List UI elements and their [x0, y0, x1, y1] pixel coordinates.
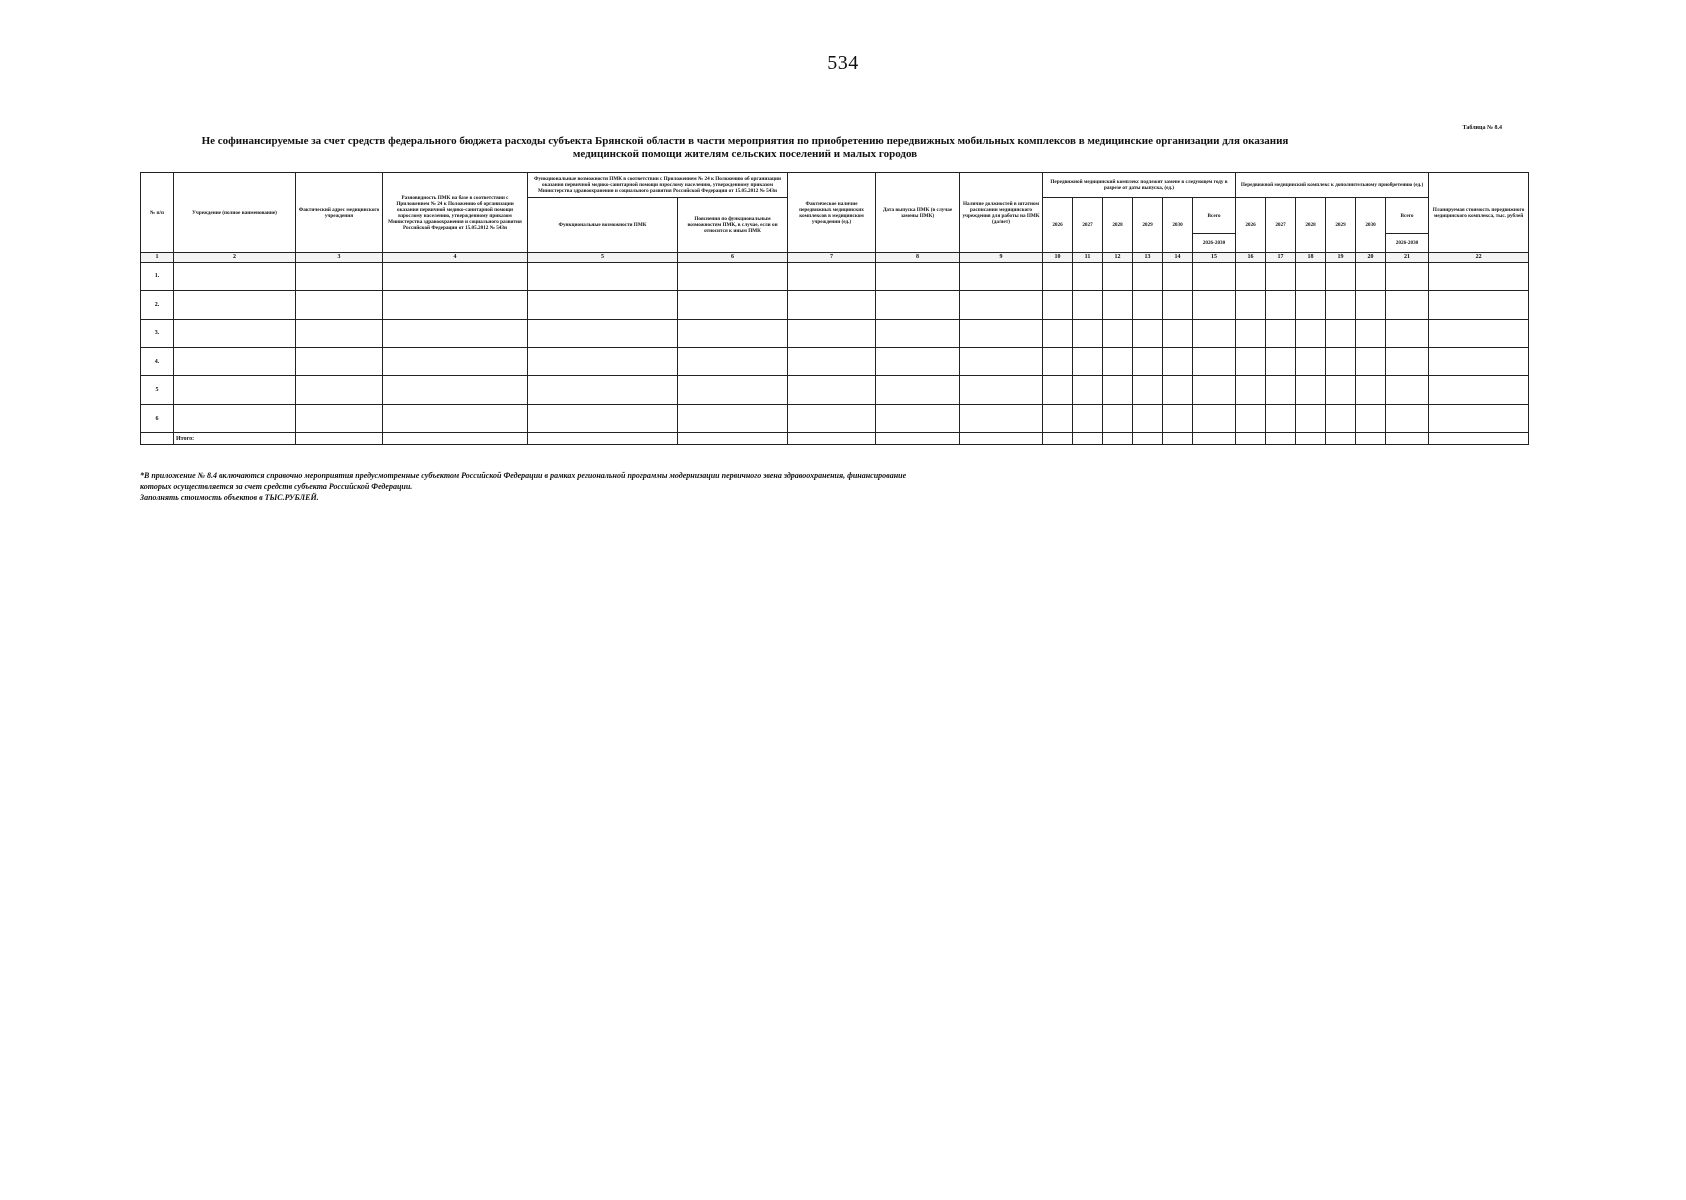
header-year: 2027	[1073, 198, 1103, 253]
col-number: 16	[1236, 253, 1266, 262]
row-number: 1.	[141, 262, 174, 290]
document-title	[140, 135, 1350, 161]
footnote-line: *В приложение № 8.4 включаются справочно мероприятия предусмотренные субъектом Российской Федерации в рамках региональной программы модернизации первичного звена здравоохранения, финансирование	[140, 471, 907, 480]
header-year: 2030	[1356, 198, 1386, 253]
row-pmk-type	[383, 319, 528, 347]
col-number: 5	[528, 253, 678, 262]
col-number: 19	[1326, 253, 1356, 262]
header-year: 2028	[1296, 198, 1326, 253]
total-row	[141, 433, 1529, 445]
row-pmk-type	[383, 262, 528, 290]
header-release-date: Дата выпуска ПМК (в случае замены ПМК)	[876, 173, 960, 253]
header-year: 2026	[1236, 198, 1266, 253]
header-pmk-functions-group: Функциональные возможности ПМК в соответствии с Приложением № 24 к Положению об организации оказания первичной медико-санитарной помощи взрослому населению, утвержденному приказом Министерства здравоохранения и социального развития Российской Федерации от 15.05.2012 № 543н	[528, 173, 788, 198]
footnote-line: которых осуществляется за счет средств субъекта Российской Федерации.	[140, 482, 413, 491]
header-additional-group: Передвижной медицинский комплекс к дополнительному приобретению (ед.)	[1236, 173, 1429, 198]
row-number: 3.	[141, 319, 174, 347]
table-row	[141, 404, 1529, 432]
row-number: 5	[141, 376, 174, 404]
row-pmk-type	[383, 291, 528, 319]
table-tag: Таблица № 8.4	[1462, 125, 1502, 131]
table-row	[141, 319, 1529, 347]
page-number: 534	[827, 52, 859, 74]
header-replacement-group: Передвижной медицинский комплекс подлежит замене в следующем году в разрезе от даты выпуска, (ед.)	[1043, 173, 1236, 198]
header-year: 2029	[1326, 198, 1356, 253]
header-year: 2026	[1043, 198, 1073, 253]
total-label: Итого:	[174, 433, 296, 445]
col-number: 14	[1163, 253, 1193, 262]
col-number: 10	[1043, 253, 1073, 262]
header-year: 2030	[1163, 198, 1193, 253]
table-row	[141, 262, 1529, 290]
header-total: Всего	[1193, 198, 1236, 234]
col-number: 17	[1266, 253, 1296, 262]
row-pmk-type	[383, 347, 528, 375]
header-functions: Функциональные возможности ПМК	[528, 198, 678, 253]
title-line-2: медицинской помощи жителям сельских поселений и малых городов	[572, 148, 918, 160]
col-number: 12	[1103, 253, 1133, 262]
header-total: Всего	[1386, 198, 1429, 234]
row-pmk-function	[528, 291, 678, 319]
header-total-period: 2026-2030	[1193, 234, 1236, 253]
header-year: 2029	[1133, 198, 1163, 253]
table-row	[141, 291, 1529, 319]
header-planned-cost: Планируемая стоимость передвижного медицинского комплекса, тыс. рублей	[1429, 173, 1529, 253]
header-year: 2028	[1103, 198, 1133, 253]
header-pmk-type: Разновидность ПМК на базе в соответствии с Приложением № 24 к Положению об организации оказания первичной медико-санитарной помощи взрослому населению, утвержденному приказом Министерства здравоохранения и социального развития Российской Федерации от 15.05.2012 № 543н	[383, 173, 528, 253]
col-number: 20	[1356, 253, 1386, 262]
footnotes	[140, 470, 1120, 503]
row-number: 4.	[141, 347, 174, 375]
col-number: 11	[1073, 253, 1103, 262]
col-number: 13	[1133, 253, 1163, 262]
title-line-1: Не софинансируемые за счет средств федерального бюджета расходы субъекта Брянской области в части мероприятия по приобретению передвижных мобильных комплексов в медицинские организации для оказания	[201, 135, 1289, 147]
header-year: 2027	[1266, 198, 1296, 253]
row-number: 2.	[141, 291, 174, 319]
row-pmk-function	[528, 319, 678, 347]
header-actual-count: Фактическое наличие передвижных медицинских комплексов в медицинском учреждении (ед.)	[788, 173, 876, 253]
col-number: 21	[1386, 253, 1429, 262]
col-number: 6	[678, 253, 788, 262]
header-staff: Наличие должностей в штатном расписании медицинского учреждения для работы на ПМК (да/нет)	[960, 173, 1043, 253]
col-number: 7	[788, 253, 876, 262]
row-pmk-function	[528, 376, 678, 404]
col-number: 4	[383, 253, 528, 262]
col-number: 22	[1429, 253, 1529, 262]
row-pmk-function	[528, 404, 678, 432]
col-number: 9	[960, 253, 1043, 262]
header-functions-notes: Пояснения по функциональным возможностям ПМК, в случае, если он относится к иным ПМК	[678, 198, 788, 253]
col-number: 1	[141, 253, 174, 262]
data-table	[140, 172, 1529, 445]
header-address: Фактический адрес медицинского учреждения	[296, 173, 383, 253]
row-pmk-type	[383, 404, 528, 432]
table-row	[141, 376, 1529, 404]
col-number: 3	[296, 253, 383, 262]
col-number: 18	[1296, 253, 1326, 262]
col-number: 15	[1193, 253, 1236, 262]
header-institution: Учреждение (полное наименование)	[174, 173, 296, 253]
column-numbers-row	[141, 253, 1529, 262]
row-number: 6	[141, 404, 174, 432]
header-no: № п/п	[141, 173, 174, 253]
row-pmk-function	[528, 262, 678, 290]
col-number: 2	[174, 253, 296, 262]
row-pmk-function	[528, 347, 678, 375]
footnote-line: Заполнять стоимость объектов в ТЫС.РУБЛЕЙ.	[140, 493, 319, 502]
col-number: 8	[876, 253, 960, 262]
table-row	[141, 347, 1529, 375]
header-total-period: 2026-2030	[1386, 234, 1429, 253]
row-pmk-type	[383, 376, 528, 404]
